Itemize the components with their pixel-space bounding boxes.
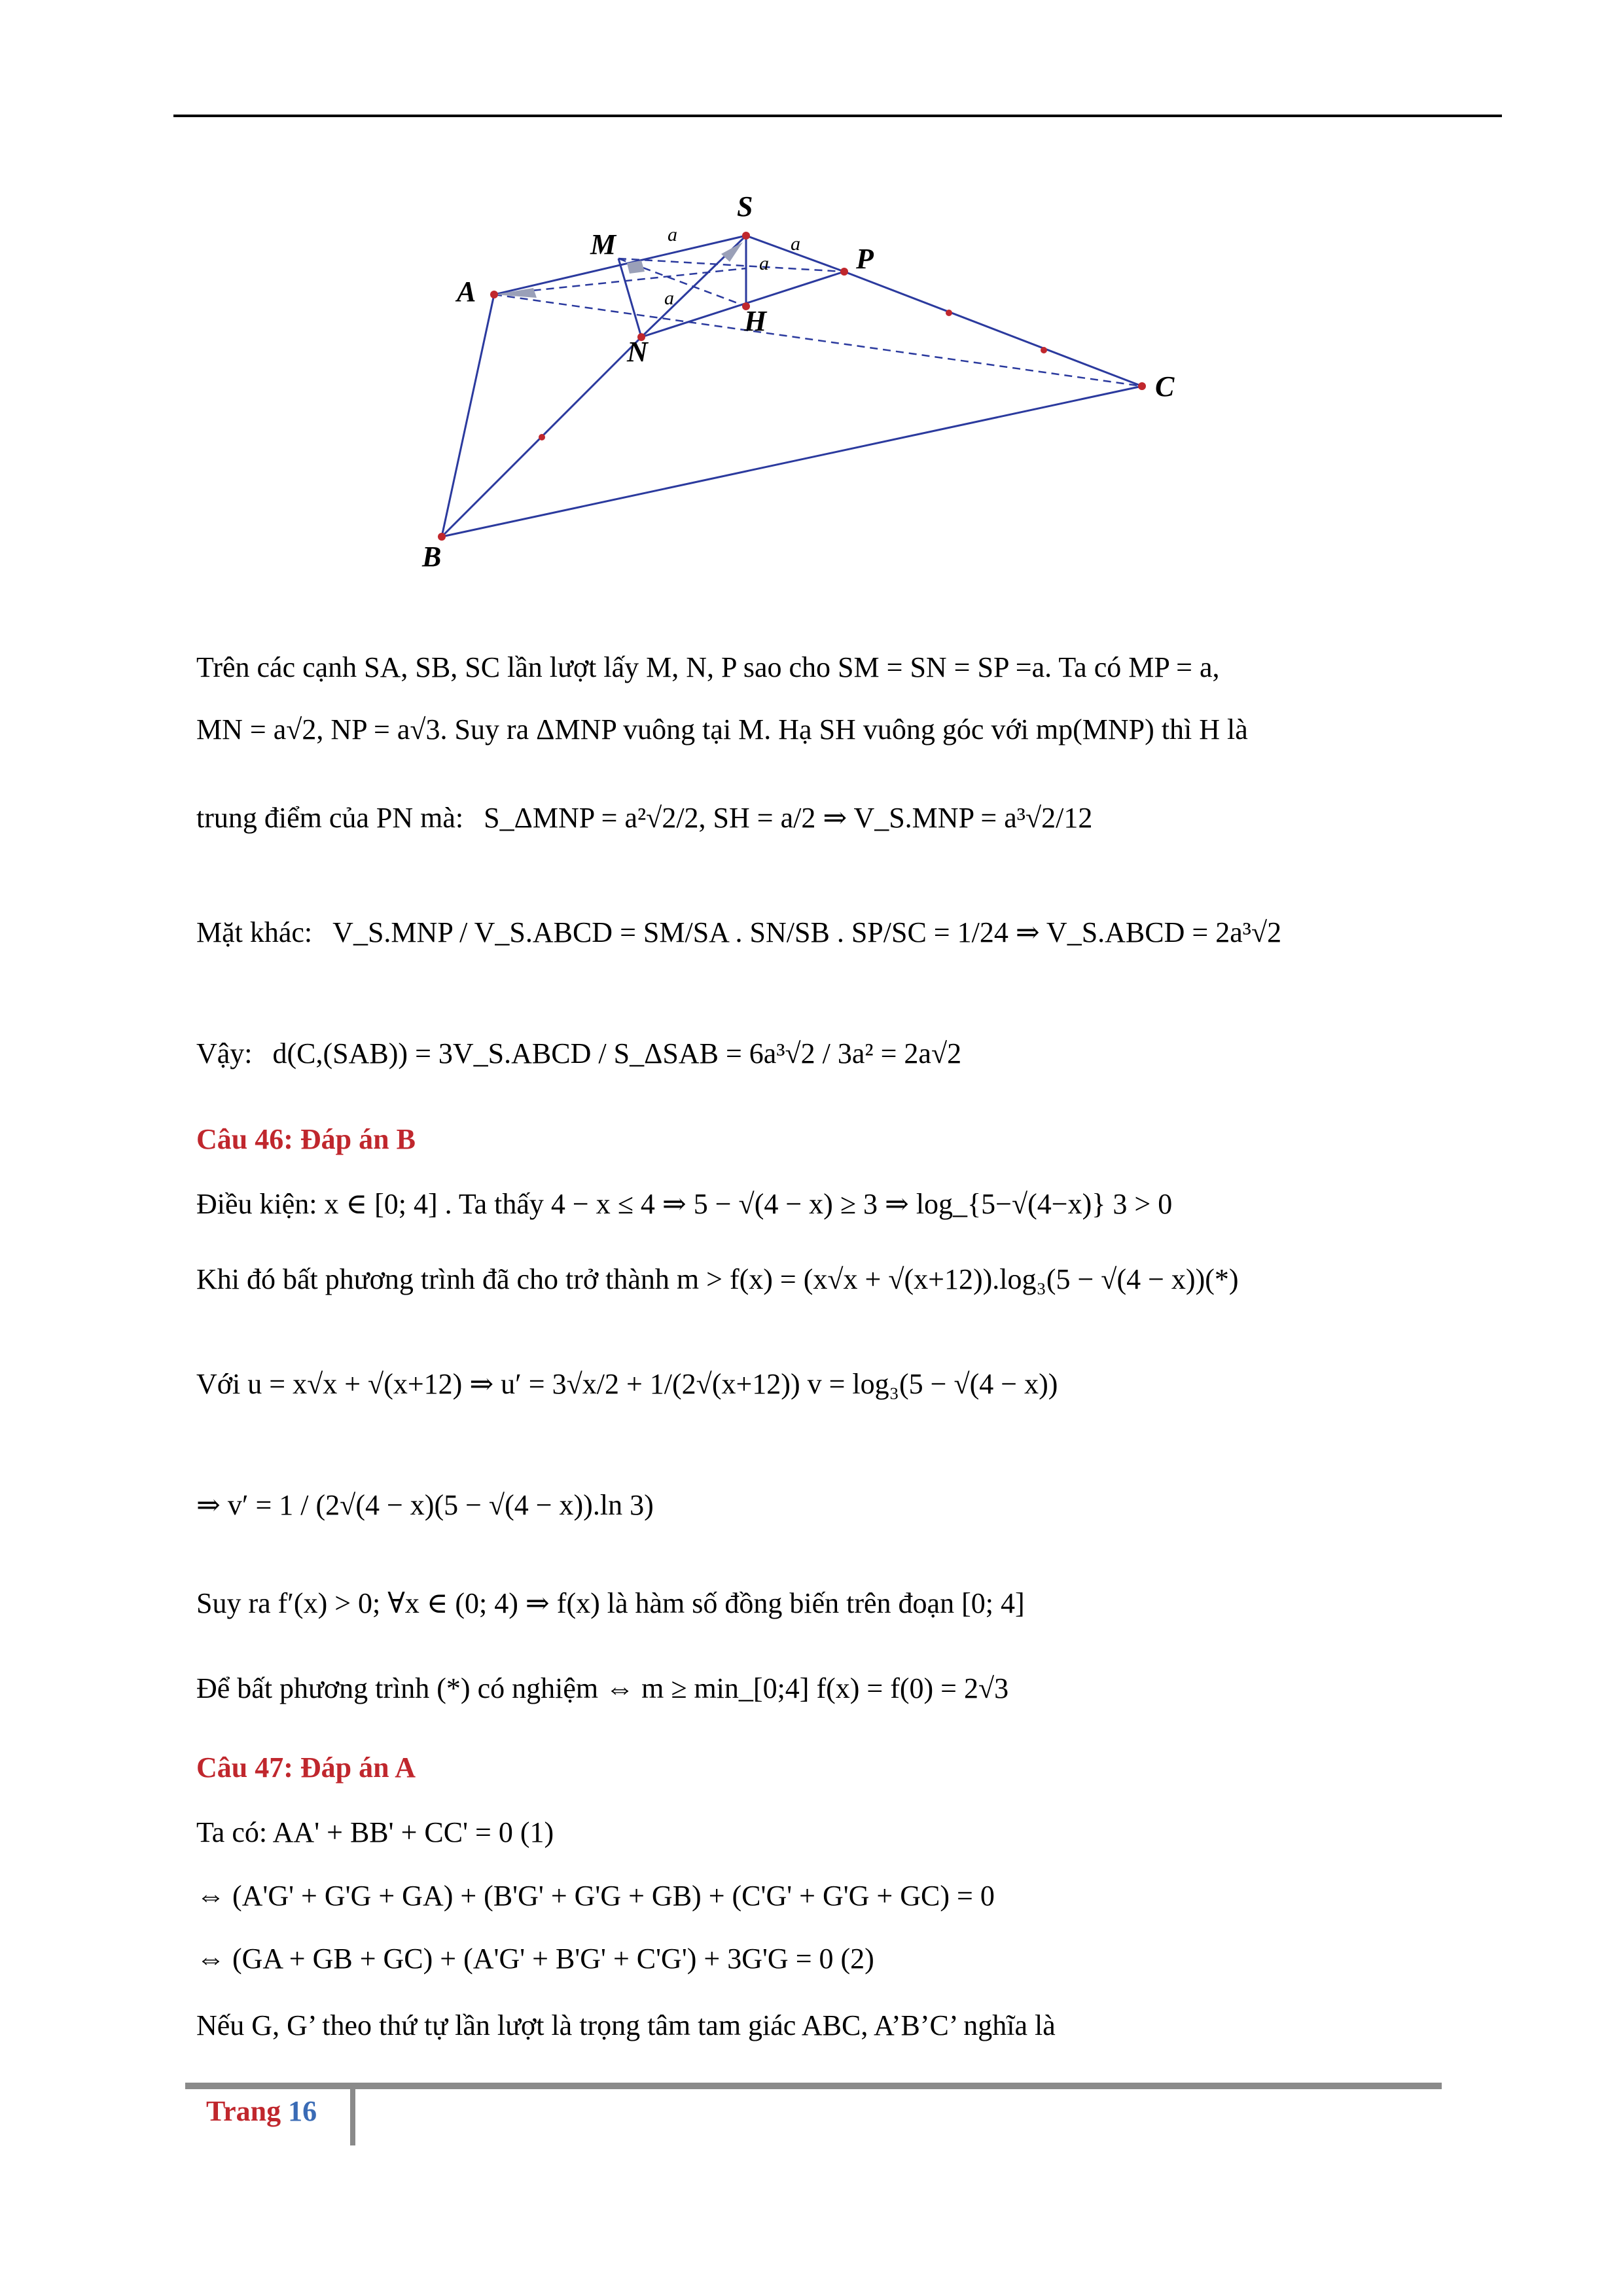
edge-label-a1: a — [668, 224, 677, 245]
text-p1: Trên các cạnh SA, SB, SC lần lượt lấy M, N, P sao cho SM = SN = SP =a. Ta có MP = a, — [196, 651, 1220, 683]
label-M: M — [590, 228, 616, 260]
page-number — [206, 2094, 317, 2128]
label-H: H — [744, 305, 767, 337]
text-p4-formula: V_S.MNP / V_S.ABCD = SM/SA . SN/SB . SP/SC = 1/24 ⇒ V_S.ABCD = 2a³√2 — [332, 916, 1282, 948]
q46-answer: Đáp án B — [300, 1123, 416, 1155]
text-p4-prefix: Mặt khác: — [196, 916, 313, 948]
q46-line1: Điều kiện: x ∈ [0; 4] . Ta thấy 4 − x ≤ 4 ⇒ 5 − √(4 − x) ≥ 3 ⇒ log_{5−√(4−x)} 3 > 0 — [196, 1188, 1173, 1220]
text-p4 — [196, 916, 1281, 950]
top-rule — [173, 115, 1502, 117]
point-mid2 — [1041, 347, 1047, 353]
text-p5-formula: d(C,(SAB)) = 3V_S.ABCD / S_ΔSAB = 6a³√2 / 3a² = 2a√2 — [272, 1037, 962, 1069]
footer-rule — [185, 2083, 1442, 2089]
label-S: S — [737, 190, 753, 223]
label-C: C — [1155, 370, 1175, 403]
text-p2 — [196, 713, 1248, 747]
q47-heading — [196, 1751, 416, 1784]
text-p3 — [196, 802, 1092, 835]
label-P: P — [856, 243, 874, 275]
q46-heading — [196, 1122, 416, 1156]
q47-answer: Đáp án A — [300, 1751, 416, 1784]
point-mid3 — [539, 434, 545, 440]
q47-line2: ⇔ (A'G' + G'G + GA) + (B'G' + G'G + GB) + (C'G' + G'G + GC) = 0 — [196, 1880, 995, 1912]
edge-PC — [844, 272, 1142, 386]
label-A: A — [457, 276, 476, 308]
q47-heading-label: Câu 47: — [196, 1751, 293, 1784]
point-B — [438, 533, 446, 541]
edge-label-a4: a — [664, 287, 674, 309]
edge-AB — [442, 295, 494, 537]
text-p5-prefix: Vậy: — [196, 1037, 253, 1069]
point-S — [742, 232, 750, 240]
page-value: 16 — [288, 2095, 317, 2127]
q46-line5: Suy ra f′(x) > 0; ∀x ∈ (0; 4) ⇒ f(x) là hàm số đồng biến trên đoạn [0; 4] — [196, 1587, 1025, 1619]
label-B: B — [422, 541, 442, 573]
q46-line4: ⇒ v′ = 1 / (2√(4 − x)(5 − √(4 − x)).ln 3) — [196, 1489, 654, 1521]
edge-label-a2: a — [791, 233, 800, 255]
point-P — [840, 268, 848, 276]
pyramid-figure — [419, 190, 1230, 589]
text-p3-prefix: trung điểm của PN mà: — [196, 802, 464, 834]
q46-line3: Với u = x√x + √(x+12) ⇒ u′ = 3√x/2 + 1/(2√(x+12)) v = log₃(5 − √(4 − x)) — [196, 1368, 1058, 1400]
text-p3-formula: S_ΔMNP = a²√2/2, SH = a/2 ⇒ V_S.MNP = a³√2/12 — [484, 802, 1093, 834]
edge-AC — [494, 295, 1142, 386]
point-C — [1138, 382, 1146, 390]
page-label: Trang — [206, 2095, 281, 2127]
q46-line6: Để bất phương trình (*) có nghiệm ⇔ m ≥ min_[0;4] f(x) = f(0) = 2√3 — [196, 1672, 1009, 1704]
q47-line1: Ta có: AA' + BB' + CC' = 0 (1) — [196, 1816, 554, 1848]
text-p5 — [196, 1037, 961, 1071]
text-p2-formula: MN = a√2, NP = a√3 — [196, 713, 440, 745]
footer-divider — [350, 2089, 355, 2145]
q47-line4: Nếu G, G’ theo thứ tự lần lượt là trọng tâm tam giác ABC, A’B’C’ nghĩa là — [196, 2009, 1056, 2041]
text-p2-rest: . Suy ra ΔMNP vuông tại M. Hạ SH vuông góc với mp(MNP) thì H là — [440, 713, 1248, 745]
edge-label-a3: a — [759, 253, 769, 274]
q47-line3: ⇔ (GA + GB + GC) + (A'G' + B'G' + C'G') + 3G'G = 0 (2) — [196, 1943, 874, 1975]
q46-line2: Khi đó bất phương trình đã cho trở thành m > f(x) = (x√x + √(x+12)).log₃(5 − √(4 − x))(*) — [196, 1263, 1239, 1295]
point-mid1 — [946, 310, 952, 316]
q46-heading-label: Câu 46: — [196, 1123, 293, 1155]
point-A — [490, 291, 498, 298]
angle-mark-S — [721, 242, 743, 262]
label-N: N — [627, 336, 648, 368]
edge-BC — [442, 386, 1142, 537]
